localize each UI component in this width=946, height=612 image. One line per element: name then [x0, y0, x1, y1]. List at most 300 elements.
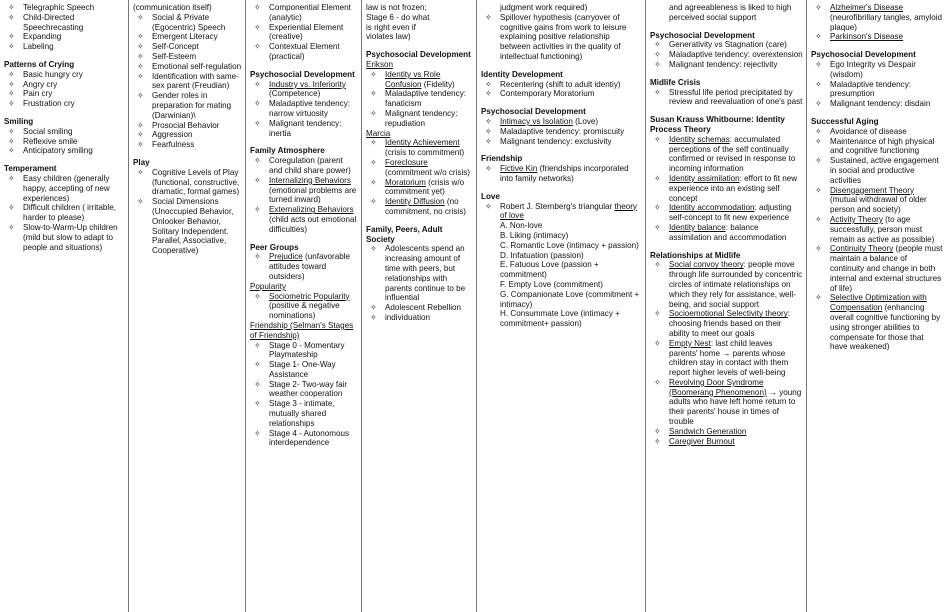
item-text: (Competence) — [269, 89, 321, 99]
text-line: B. Liking (intimacy) — [500, 230, 569, 240]
diamond-bullet-icon: ✧ — [815, 136, 822, 146]
item-text: Aggression — [152, 130, 193, 140]
item-text: Reflexive smile — [23, 136, 78, 146]
item-text: Contemporary Moratorium — [500, 89, 595, 99]
diamond-bullet-icon: ✧ — [815, 293, 822, 303]
term: Selective Optimization with Compensation — [830, 293, 927, 313]
diamond-bullet-icon: ✧ — [370, 89, 377, 99]
section-title: Psychosocial Development — [650, 30, 755, 40]
bullet-item — [4, 42, 125, 52]
sub-heading: Erikson — [366, 59, 393, 69]
item-text: Malignant tendency: inertia — [269, 118, 342, 138]
sub-heading: Marcia — [366, 128, 391, 138]
item-text: Prosocial Behavior — [152, 120, 220, 130]
column-6 — [645, 0, 806, 612]
diamond-bullet-icon: ✧ — [137, 32, 144, 42]
item-text: Adolescents spend an increasing amount of time with peers, but relationships with parents continue to be influential — [385, 244, 466, 303]
bullet-item — [133, 72, 242, 92]
bullet-item — [250, 156, 358, 176]
term: Socioemotional Selectivity theory — [669, 309, 788, 319]
bullet-item — [481, 137, 642, 147]
diamond-bullet-icon: ✧ — [654, 260, 661, 270]
section-block — [250, 321, 358, 448]
term: Sociometric Popularity — [269, 291, 350, 301]
term: Identity Diffusion — [385, 197, 445, 207]
bullet-item — [4, 3, 125, 13]
item-text: Stage 2- Two-way fair weather cooperation — [269, 379, 348, 399]
section-block — [811, 50, 943, 109]
item-text: Malignant tendency: repudiation — [385, 108, 458, 128]
bullet-item — [366, 138, 473, 158]
bullet-item — [811, 80, 943, 100]
diamond-bullet-icon: ✧ — [254, 399, 261, 409]
item-text: Pain cry — [23, 89, 53, 99]
diamond-bullet-icon: ✧ — [137, 51, 144, 61]
diamond-bullet-icon: ✧ — [8, 32, 15, 42]
section-block — [366, 50, 473, 128]
bullet-item — [650, 88, 803, 108]
section-block — [811, 117, 943, 352]
diamond-bullet-icon: ✧ — [8, 12, 15, 22]
diamond-bullet-icon: ✧ — [254, 379, 261, 389]
term: Identity balance — [669, 222, 726, 232]
bullet-item — [4, 80, 125, 90]
term: Fictive Kin — [500, 164, 538, 174]
bullet-item — [811, 3, 943, 32]
bullet-item — [650, 135, 803, 174]
diamond-bullet-icon: ✧ — [137, 140, 144, 150]
bullet-item — [481, 164, 642, 184]
text-line: is right even if — [366, 22, 416, 32]
diamond-bullet-icon: ✧ — [654, 87, 661, 97]
item-text: (mutual withdrawal of older person and society) — [830, 195, 927, 215]
item-text: (Love) — [572, 116, 599, 126]
section-block — [650, 3, 803, 23]
diamond-bullet-icon: ✧ — [254, 175, 261, 185]
diamond-bullet-icon: ✧ — [815, 32, 822, 42]
term: Identity Achievement — [385, 138, 460, 148]
item-text: Maladaptive tendency: promiscuity — [500, 126, 625, 136]
term: Parkinson's Disease — [830, 32, 904, 42]
term: Internalizing Behaviors — [269, 175, 351, 185]
text-line: Stage 6 - do what — [366, 12, 430, 22]
bullet-item — [133, 13, 242, 33]
diamond-bullet-icon: ✧ — [654, 173, 661, 183]
text-line: D. Infatuation (passion) — [500, 250, 584, 260]
item-text: Self-Concept — [152, 42, 199, 52]
term: Industry vs. Inferiority — [269, 79, 346, 89]
section-block — [650, 115, 803, 242]
text-line: F. Empty Love (commitment) — [500, 279, 603, 289]
column-4 — [361, 0, 476, 612]
bullet-item — [250, 3, 358, 23]
item-text: Stage 1- One-Way Assistance — [269, 360, 336, 379]
bullet-item — [250, 252, 358, 281]
section-title: Psychosocial Development — [481, 107, 586, 117]
diamond-bullet-icon: ✧ — [485, 89, 492, 99]
section-block — [250, 70, 358, 139]
diamond-bullet-icon: ✧ — [370, 108, 377, 118]
column-7 — [806, 0, 946, 612]
bullet-item — [481, 80, 642, 90]
bullet-item — [133, 32, 242, 42]
section-block — [650, 78, 803, 107]
item-text: Maladaptive tendency: presumption — [830, 79, 911, 99]
section-block — [481, 13, 642, 62]
bullet-item — [250, 360, 358, 380]
section-block — [4, 164, 125, 252]
bullet-item — [366, 109, 473, 129]
term: Revolving Door Syndrome (Boomerang Phenomenon) — [669, 377, 767, 397]
bullet-item — [481, 117, 642, 127]
diamond-bullet-icon: ✧ — [815, 3, 822, 12]
section-title: Smiling — [4, 116, 34, 126]
item-text: Generativity vs Stagnation (care) — [669, 40, 787, 50]
section-title: Identity Development — [481, 69, 563, 79]
term: Disengagement Theory — [830, 185, 914, 195]
section-title: Successful Aging — [811, 116, 879, 126]
section-block — [250, 282, 358, 321]
diamond-bullet-icon: ✧ — [137, 61, 144, 71]
item-text: : last child leaves parents' home → parents whose children stay in contact with them report higher levels of well-being — [669, 338, 789, 378]
bullet-item — [4, 127, 125, 137]
text-line: and agreeableness is liked to high perceived social support — [669, 3, 792, 22]
term: Identity vs Role Confusion — [385, 69, 441, 89]
section-block — [366, 129, 473, 217]
diamond-bullet-icon: ✧ — [815, 126, 822, 136]
bullet-item — [650, 427, 803, 437]
diamond-bullet-icon: ✧ — [254, 3, 261, 12]
diamond-bullet-icon: ✧ — [8, 222, 15, 232]
diamond-bullet-icon: ✧ — [370, 312, 377, 322]
diamond-bullet-icon: ✧ — [654, 59, 661, 69]
text-line: H. Consummate Love (intimacy + commitment+ passion) — [500, 309, 620, 329]
section-title: Psychosocial Development — [250, 69, 355, 79]
term: Empty Nest — [669, 338, 711, 348]
item-text: : balance assimilation and accommodation — [669, 222, 787, 242]
item-text: Emotional self-regulation — [152, 61, 242, 71]
diamond-bullet-icon: ✧ — [254, 42, 261, 52]
column-3 — [245, 0, 361, 612]
bullet-item — [366, 197, 473, 217]
bullet-item — [4, 32, 125, 42]
item-text: Gender roles in preparation for mating (Darwinian)\ — [152, 91, 232, 120]
bullet-item — [250, 341, 358, 361]
item-text: Componential Element (analytic) — [269, 3, 351, 22]
item-text: Emergent Literacy — [152, 32, 218, 42]
bullet-item — [4, 70, 125, 80]
diamond-bullet-icon: ✧ — [137, 130, 144, 140]
diamond-bullet-icon: ✧ — [254, 22, 261, 32]
diamond-bullet-icon: ✧ — [654, 436, 661, 446]
diamond-bullet-icon: ✧ — [654, 203, 661, 213]
bullet-item — [133, 140, 242, 150]
diamond-bullet-icon: ✧ — [485, 12, 492, 22]
section-block — [250, 243, 358, 282]
section-title: Temperament — [4, 164, 57, 174]
bullet-item — [366, 313, 473, 323]
item-text: (crisis to commitment) — [385, 148, 465, 158]
item-text: Spillover hypothesis (carryover of cognitive gains from work to leisure explaining positive relationship between activities in the quality of intellectual functioning) — [500, 12, 627, 61]
section-title: Psychosocial Development — [366, 50, 471, 60]
item-text: Cognitive Levels of Play (functional, constructive, dramatic, formal games) — [152, 167, 240, 197]
bullet-item — [250, 119, 358, 139]
diamond-bullet-icon: ✧ — [8, 3, 15, 12]
section-block — [4, 117, 125, 156]
bullet-item — [250, 42, 358, 62]
bullet-item — [481, 13, 642, 62]
section-block — [4, 60, 125, 109]
text-line: violates law) — [366, 32, 411, 42]
diamond-bullet-icon: ✧ — [254, 205, 261, 215]
bullet-item — [4, 89, 125, 99]
term: Identity assimilation — [669, 173, 740, 183]
bullet-item — [133, 197, 242, 256]
bullet-item — [250, 23, 358, 43]
section-title: Peer Groups — [250, 242, 299, 252]
diamond-bullet-icon: ✧ — [8, 126, 15, 136]
item-text: Recentering (shift to adult identiy) — [500, 79, 621, 89]
item-text: Frustration cry — [23, 99, 75, 109]
bullet-item — [250, 292, 358, 321]
diamond-bullet-icon: ✧ — [815, 185, 822, 195]
section-block — [481, 3, 642, 13]
diamond-bullet-icon: ✧ — [815, 156, 822, 166]
item-text: (commitment w/o crisis) — [385, 167, 470, 177]
item-text: (child acts out emotional difficulties) — [269, 214, 357, 234]
diamond-bullet-icon: ✧ — [8, 69, 15, 79]
bullet-item — [250, 176, 358, 205]
section-title: Midlife Crisis — [650, 77, 701, 87]
bullet-item — [366, 303, 473, 313]
diamond-bullet-icon: ✧ — [370, 244, 377, 254]
bullet-item — [650, 60, 803, 70]
item-text: Maladaptive tendency: narrow virtuosity — [269, 99, 350, 118]
diamond-bullet-icon: ✧ — [654, 50, 661, 60]
bullet-item — [811, 244, 943, 293]
term: Intimacy vs Isolation — [500, 116, 573, 126]
bullet-item — [250, 99, 358, 119]
item-text: Telegraphic Speech — [23, 3, 95, 12]
diamond-bullet-icon: ✧ — [137, 197, 144, 207]
term: Externalizing Behaviors — [269, 205, 354, 215]
bullet-item — [650, 174, 803, 203]
bullet-item — [250, 380, 358, 400]
diamond-bullet-icon: ✧ — [8, 173, 15, 183]
diamond-bullet-icon: ✧ — [485, 79, 492, 89]
diamond-bullet-icon: ✧ — [254, 79, 261, 89]
diamond-bullet-icon: ✧ — [654, 377, 661, 387]
column-1 — [0, 0, 128, 612]
bullet-item — [481, 89, 642, 99]
item-text: : people move through life surrounded by concentric circles of intimate relationships on which they rely for assistance, well-being, and social support — [669, 260, 803, 309]
diamond-bullet-icon: ✧ — [254, 99, 261, 109]
item-text: (friendships incorporated into family networks) — [500, 164, 629, 183]
diamond-bullet-icon: ✧ — [815, 59, 822, 69]
bullet-item — [133, 168, 242, 197]
item-text: Angry cry — [23, 79, 58, 89]
term: Identity schemas — [669, 134, 730, 144]
section-title: Play — [133, 157, 150, 167]
item-text: Adolescent Rebellion — [385, 303, 462, 313]
section-block — [481, 70, 642, 99]
item-text: (to age successfully, person must remain as active as possible) — [830, 214, 935, 244]
bullet-item — [4, 146, 125, 156]
section-block — [366, 3, 473, 42]
diamond-bullet-icon: ✧ — [8, 146, 15, 156]
section-block — [250, 3, 358, 62]
bullet-item — [366, 70, 473, 90]
item-text: Identification with same-sex parent (Freudian) — [152, 71, 239, 91]
bullet-item — [650, 309, 803, 338]
bullet-item — [366, 158, 473, 178]
diamond-bullet-icon: ✧ — [815, 244, 822, 254]
section-title: Friendship — [481, 154, 523, 164]
column-5 — [476, 0, 645, 612]
item-text: Malignant tendency: rejectivity — [669, 59, 778, 69]
text-line: (communication itself) — [133, 3, 212, 12]
section-title: Psychosocial Development — [811, 50, 916, 60]
item-text: Child-Directed Speechrecasting — [23, 12, 84, 32]
item-text: Ego Integrity vs Despair (wisdom) — [830, 59, 916, 79]
diamond-bullet-icon: ✧ — [8, 203, 15, 213]
section-title: Family Atmosphere — [250, 146, 325, 156]
section-block — [481, 107, 642, 146]
bullet-item — [133, 62, 242, 72]
diamond-bullet-icon: ✧ — [370, 138, 377, 148]
bullet-item — [4, 203, 125, 223]
item-text: Stage 3 - intimate, mutually shared relationships — [269, 399, 335, 428]
diamond-bullet-icon: ✧ — [254, 428, 261, 438]
item-text: Malignant tendency: disdain — [830, 99, 931, 109]
item-text: Self-Esteem — [152, 51, 197, 61]
bullet-item — [811, 60, 943, 80]
item-text: (emotional problems are turned inward) — [269, 185, 357, 205]
diamond-bullet-icon: ✧ — [254, 291, 261, 301]
diamond-bullet-icon: ✧ — [370, 197, 377, 207]
diamond-bullet-icon: ✧ — [137, 91, 144, 101]
diamond-bullet-icon: ✧ — [654, 426, 661, 436]
bullet-item — [250, 205, 358, 234]
section-block — [650, 31, 803, 70]
term: theory of love — [500, 201, 637, 221]
bullet-item — [650, 260, 803, 309]
diamond-bullet-icon: ✧ — [485, 201, 492, 211]
item-text: Basic hungry cry — [23, 69, 83, 79]
bullet-item — [650, 40, 803, 50]
section-block — [811, 3, 943, 42]
bullet-item — [811, 186, 943, 215]
text-line: C. Romantic Love (intimacy + passion) — [500, 240, 639, 250]
term: Social convoy theory — [669, 260, 744, 270]
item-text: Labeling — [23, 42, 54, 52]
item-text: (enhancing overall cognitive functioning by using stronger abilities to compensate for those that have weakened) — [830, 303, 941, 352]
diamond-bullet-icon: ✧ — [370, 69, 377, 79]
item-text: Expanding — [23, 32, 62, 42]
term: Identity accommodation — [669, 203, 755, 213]
bullet-item — [481, 127, 642, 137]
column-2 — [128, 0, 245, 612]
term: Alzheimer's Disease — [830, 3, 904, 12]
bullet-item — [650, 339, 803, 378]
bullet-item — [133, 130, 242, 140]
section-block — [650, 251, 803, 447]
bullet-item — [366, 89, 473, 109]
item-text: Social Dimensions (Unoccupied Behavior, Onlooker Behavior, Solitary Independent. Parallel, Associative, Cooperative) — [152, 197, 234, 256]
diamond-bullet-icon: ✧ — [137, 12, 144, 22]
bullet-item — [650, 50, 803, 60]
item-text: : effort to fit new experience into an existing self concept — [669, 173, 798, 203]
section-block — [481, 154, 642, 183]
text-line: G. Companionate Love (commitment + intimacy) — [500, 289, 640, 309]
diamond-bullet-icon: ✧ — [370, 177, 377, 187]
bullet-item — [650, 437, 803, 447]
item-text: Social & Private (Egocentric) Speech — [152, 12, 226, 32]
term: Continuity Theory — [830, 244, 894, 254]
section-title: Susan Krauss Whitbourne: Identity Process Theory — [650, 115, 785, 134]
diamond-bullet-icon: ✧ — [254, 156, 261, 166]
diamond-bullet-icon: ✧ — [8, 89, 15, 99]
bullet-item — [250, 429, 358, 449]
item-text: Maladaptive tendency: overextension — [669, 50, 803, 60]
diamond-bullet-icon: ✧ — [254, 340, 261, 350]
term: Moratorium — [385, 177, 426, 187]
section-block — [133, 13, 242, 150]
item-text: Difficult children ( irritable, harder to please) — [23, 203, 116, 223]
diamond-bullet-icon: ✧ — [137, 71, 144, 81]
bullet-item — [4, 223, 125, 252]
item-text: Sustained, active engagement in social and productive activities — [830, 156, 939, 185]
diamond-bullet-icon: ✧ — [485, 164, 492, 174]
bullet-item — [4, 13, 125, 33]
item-text: Maintenance of high physical and cognitive functioning — [830, 136, 935, 156]
item-text: Contextual Element (practical) — [269, 42, 340, 61]
diamond-bullet-icon: ✧ — [370, 303, 377, 313]
section-block — [133, 3, 242, 13]
bullet-item — [811, 215, 943, 244]
bullet-item — [811, 99, 943, 109]
diamond-bullet-icon: ✧ — [137, 167, 144, 177]
item-text: → young adults who have left home return to their parents' house in times of trouble — [669, 387, 802, 427]
term: Prejudice — [269, 252, 303, 262]
bullet-item — [811, 293, 943, 352]
bullet-item — [650, 378, 803, 427]
diamond-bullet-icon: ✧ — [815, 214, 822, 224]
section-title: Patterns of Crying — [4, 59, 75, 69]
sub-heading: Friendship (Selman's Stages of Friendship) — [250, 320, 354, 340]
section-block — [250, 146, 358, 234]
bullet-item — [4, 99, 125, 109]
item-text: Fearfulness — [152, 140, 195, 150]
section-title: Relationships at Midlife — [650, 250, 741, 260]
bullet-item — [133, 121, 242, 131]
item-text: Easy children (generally happy, accepting of new experiences) — [23, 173, 110, 203]
item-text: : choosing friends based on their ability to meet our goals — [669, 309, 791, 338]
term: Caregiver Burnout — [669, 436, 735, 446]
diamond-bullet-icon: ✧ — [254, 118, 261, 128]
bullet-item — [650, 223, 803, 243]
diamond-bullet-icon: ✧ — [815, 79, 822, 89]
item-text: Stage 0 - Momentary Playmateship — [269, 340, 345, 360]
diamond-bullet-icon: ✧ — [485, 126, 492, 136]
item-text: (positive & negative nominations) — [269, 301, 340, 321]
bullet-item — [366, 178, 473, 198]
diamond-bullet-icon: ✧ — [815, 99, 822, 109]
bullet-item — [650, 203, 803, 223]
section-title: Love — [481, 191, 500, 201]
item-text: Stage 4 - Autonomous interdependence — [269, 428, 350, 448]
text-line: E. Fatuous Love (passion + commitment) — [500, 260, 599, 280]
